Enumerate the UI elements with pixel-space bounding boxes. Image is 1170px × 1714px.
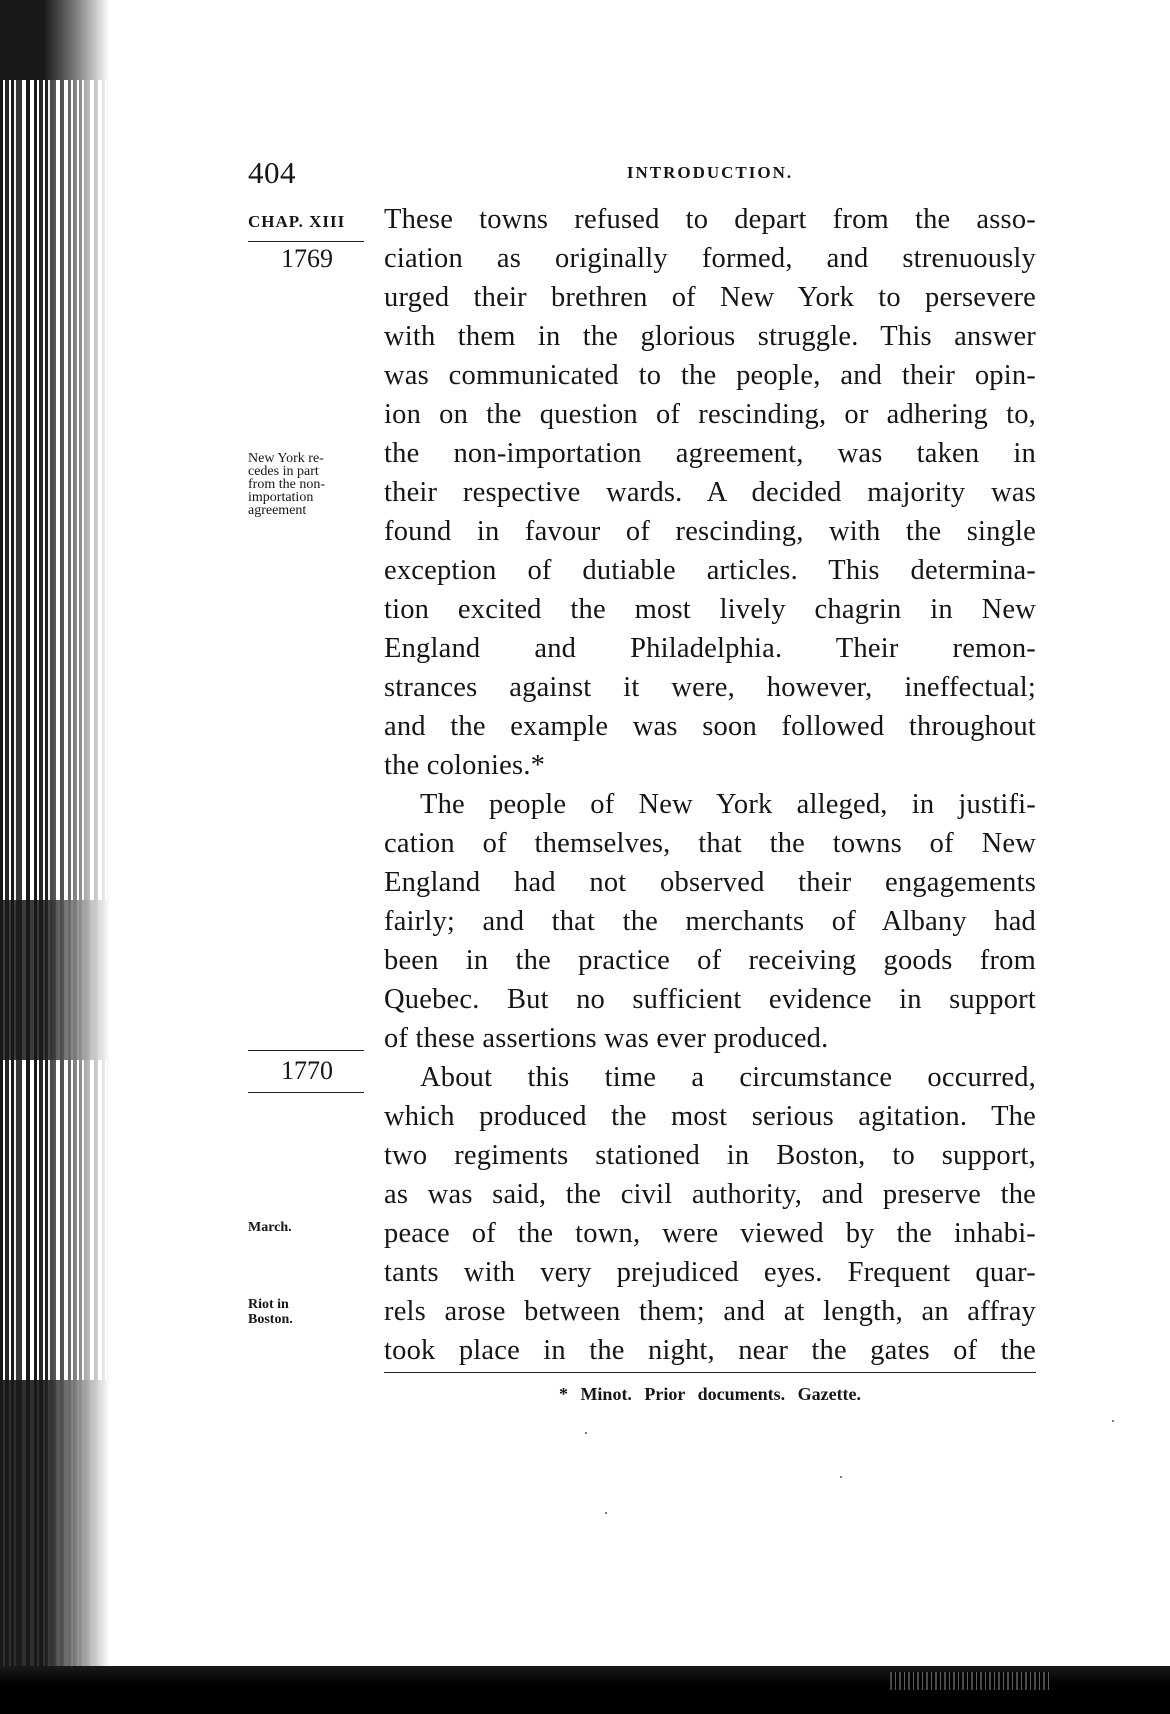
text-line: rels arose between them; and at length, an affray [384, 1296, 1036, 1327]
page-number: 404 [248, 155, 296, 190]
side-note-line: cedes in part [248, 464, 319, 479]
text-line: peace of the town, were viewed by the inhabi- [384, 1218, 1036, 1249]
text-line: strances against it were, however, ineffectual; [384, 672, 1036, 703]
side-note-riot-in-boston [248, 1297, 366, 1327]
side-note-new-york [248, 452, 366, 517]
side-note-line: Boston. [248, 1312, 293, 1327]
side-note-march: March. [248, 1220, 292, 1235]
scan-dust [1112, 1420, 1114, 1422]
text-line: been in the practice of receiving goods from [384, 945, 1036, 976]
scan-dust [585, 1432, 587, 1434]
margin-rule-1770-top [248, 1050, 364, 1051]
footnote: * Minot. Prior documents. Gazette. [558, 1384, 862, 1404]
text-line: cation of themselves, that the towns of New [384, 828, 1036, 859]
text-line: ion on the question of rescinding, or adhering to, [384, 399, 1036, 430]
text-line: England had not observed their engagements [384, 867, 1036, 898]
bottom-edge-speckle [890, 1672, 1050, 1690]
chapter-label: CHAP. XIII [248, 212, 346, 231]
binding-shadow-middle [0, 900, 110, 1060]
text-line: the non-importation agreement, was taken in [384, 438, 1036, 469]
scan-dust [605, 1512, 607, 1514]
text-line: took place in the night, near the gates of the [384, 1335, 1036, 1366]
binding-shadow-bottom [0, 1380, 110, 1714]
text-line-last: the colonies.* [384, 750, 546, 781]
text-line: and the example was soon followed throughout [384, 711, 1036, 742]
year-label-1769: 1769 [281, 244, 333, 273]
text-line: tion excited the most lively chagrin in New [384, 594, 1036, 625]
text-line: England and Philadelphia. Their remon- [384, 633, 1036, 664]
bottom-edge-scan [0, 1666, 1170, 1714]
margin-rule-chapter [248, 241, 364, 242]
year-label-1770: 1770 [281, 1056, 333, 1085]
text-line: their respective wards. A decided majority was [384, 477, 1036, 508]
side-note-line: importation [248, 490, 314, 505]
text-line: found in favour of rescinding, with the single [384, 516, 1036, 547]
text-line: About this time a circumstance occurred, [420, 1062, 1036, 1093]
text-line: as was said, the civil authority, and preserve the [384, 1179, 1036, 1210]
paragraph-3 [384, 1058, 1036, 1370]
binding-shadow-top [0, 0, 110, 80]
text-line: The people of New York alleged, in justifi- [420, 789, 1036, 820]
text-line: Quebec. But no sufficient evidence in support [384, 984, 1036, 1015]
body-text [384, 200, 1036, 1370]
scan-dust [840, 1476, 842, 1478]
text-line: with them in the glorious struggle. This answer [384, 321, 1036, 352]
margin-rule-1770-bottom [248, 1092, 364, 1093]
footnote-rule [384, 1372, 1036, 1373]
text-line: was communicated to the people, and their opin- [384, 360, 1036, 391]
paragraph-2 [384, 785, 1036, 1058]
text-line: which produced the most serious agitation. The [384, 1101, 1036, 1132]
side-note-line: from the non- [248, 477, 325, 492]
text-line: exception of dutiable articles. This determina- [384, 555, 1036, 586]
text-line: two regiments stationed in Boston, to support, [384, 1140, 1036, 1171]
text-line: ciation as originally formed, and strenuously [384, 243, 1036, 274]
text-line: These towns refused to depart from the asso- [384, 204, 1036, 235]
side-note-line: Riot in [248, 1297, 289, 1312]
paragraph-1 [384, 200, 1036, 785]
text-line-last: of these assertions was ever produced. [384, 1023, 829, 1054]
side-note-line: agreement [248, 503, 307, 518]
running-head: INTRODUCTION. [626, 163, 794, 182]
text-line: tants with very prejudiced eyes. Frequent quar- [384, 1257, 1036, 1288]
text-line: fairly; and that the merchants of Albany had [384, 906, 1036, 937]
side-note-line: New York re- [248, 451, 324, 466]
text-line: urged their brethren of New York to persevere [384, 282, 1036, 313]
binding-edge-scan [0, 0, 110, 1714]
